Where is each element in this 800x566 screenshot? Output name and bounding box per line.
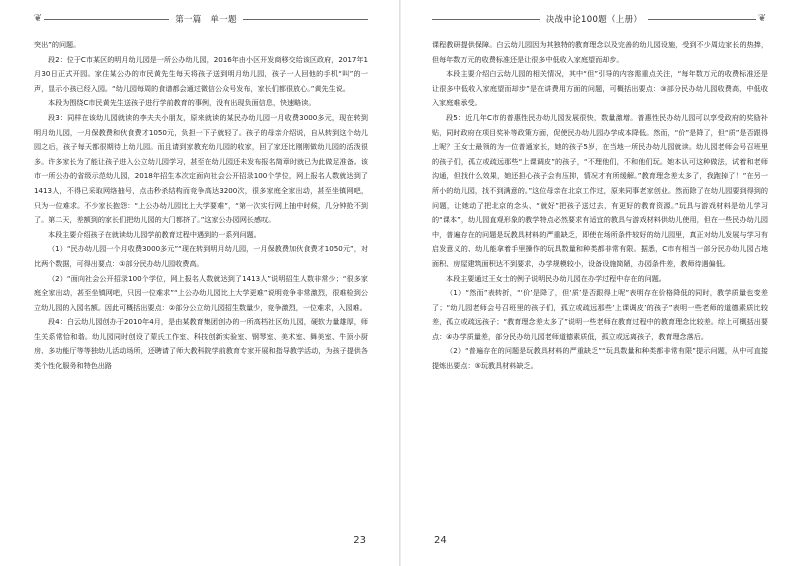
leaf-ornament-icon: ❦	[757, 13, 767, 24]
paragraph: 本段为围绕C市民黄先生送孩子进行学前教育的事例，没有出现负面信息，快速略读。	[48, 98, 316, 108]
paragraph: 本段主要介绍白云幼儿园的相关情况，其中“但”引导的内容需重点关注，“每年数万元的收费标准还是让很多中低收入家庭望而却步”是在讲费用方面的问题，可概括出要点：③部分民办幼儿园收费高，中低收入家庭难承受。	[432, 69, 768, 108]
left-page-body	[34, 38, 368, 374]
paragraph: 本段主要通过王女士的例子说明民办幼儿园在办学过程中存在的问题。	[446, 273, 666, 283]
paragraph: （1）“民办幼儿园一个月收费3000多元”“现在转到明月幼儿园，一月保教费加伙食费才1050元”，对比两个数据，可得出要点：①部分民办幼儿园收费高。	[34, 244, 368, 268]
paragraph: 段4：白云幼儿园创办于2010年4月，是由某教育集团创办的一所高档社区幼儿园，硬软力量雄厚，师生关系常恰和谐。幼儿园同时创设了蒙氏工作室、科技创新实验室、钢琴室、美术室、舞美室、牛顶小厨房、多功能厅等等独幼儿活动场所，还聘请了师大教科院学前教育专家开展和指导教学活动，为孩子提供各类个性化服务和特色出路	[34, 317, 368, 371]
header-rule	[648, 19, 756, 20]
left-header	[32, 12, 368, 26]
paragraph: （1）“然而”表转折，“‘价’是降了，但‘质’是否跟得上呢”表明存在价格降低的同时，教学质量也变差了；“幼儿园老师会号召班里的孩子们，孤立或疏远那些‘上课调皮’的孩子”表明一些老师的道德素质比较差，孤立或疏远孩子；“教育理念差太多了”说明一些老师在教育过程中的教育理念比较差。综上可概括出要点：④办学质量差，部分民办幼儿园老师道德素质低，孤立或远离孩子，教育理念落后。	[432, 288, 768, 341]
right-page	[400, 0, 800, 566]
page-number: 24	[434, 535, 447, 546]
header-rule	[243, 19, 368, 20]
paragraph: 段2：位于C市某区的明月幼儿园是一所公办幼儿园，2016年由小区开发商移交给该区政府，2017年1月30日正式开园。家住某公办的市民黄先生每天将孩子送到明月幼儿园，孩子一人回他的手机“叫”的一声，显示小孩已经入园。“幼儿园每周的食谱都会通过微信公众号发布，家长们都很放心。”黄先生说。	[34, 54, 368, 93]
paragraph: 本段主要介绍孩子在就读幼儿园学前教育过程中遇到的一系列问题。	[48, 229, 261, 239]
right-page-body	[432, 38, 768, 374]
paragraph: 段3：同样在该幼儿园就读的李夫夫小朋友，原来就读的某民办幼儿园一月收费3000多元，现在转到明月幼儿园，一月保教费和伙食费才1050元，负担一下子就轻了。孩子的母亲介绍说，自从转到这个幼儿园之后，孩子每天都很期待上幼儿园。而且请到家教充幼儿园的收家，回了家还比刚刚做幼儿园的活泼很多。许多家长为了能让孩子进入公立幼儿园学习，甚至在幼儿园还未发布报名简章时就已为此做足准备。该市一所公办的省级示范幼儿园，2018年招生本次定面向社会公开招录100个学位，网上报名人数就达到了1413人，不得已采取网络抽号，点击秒杀结构而竞争高达3200次，很多家庭全家出动，甚至坐镇网吧，只为一位难求。不少家长抱怨：“上公办幼儿园比上大学要难”，“第一次实行网上抽中时候，几分钟抢不到了。第二天，差额到的家长们把幼儿园的大门都挤了。”这家公办园网长感叹。	[34, 112, 368, 225]
right-header	[432, 12, 768, 26]
paragraph: （2）“面向社会公开招录100个学位，网上报名人数就达到了1413人”说明招生人数非常少；“很多家庭全家出动，甚至坐镇网吧，只因一位难求”“上公办幼儿园比上大学更难”说明竞争非常激烈，很难检到公立幼儿园的入园名额。因此可概括出要点：②部分公立幼儿园招生数量少，竞争激烈，一位难求，入园难。	[34, 273, 368, 312]
header-rule	[44, 19, 169, 20]
leaf-ornament-icon: ❦	[33, 13, 43, 24]
header-title: 第一篇 单一题	[175, 15, 237, 25]
paragraph: （2）“普遍存在的问题是玩教具材料的严重缺乏”“玩具数量和种类都非常有限”提示问题，从中可直接提炼出要点：⑤玩教具材料缺乏。	[432, 346, 768, 371]
page-number: 23	[353, 535, 366, 546]
paragraph: 课程教研提供保障。白云幼儿园因为其独特的教育理念以及完善的幼儿园设施，受到不少周边家长的热捧，但每年数万元的收费标准还是让很多中低收入家庭望而却步。	[432, 40, 768, 64]
paragraph: 段5：近几年C市的普惠性民办幼儿园发展很快，数量激增。普惠性民办幼儿园可以享受政府的奖励补贴，同时政府在项目奖补等政策方面，促使民办幼儿园办学成本降低。然而，“价”是降了，但“质”是否跟得上呢？王女士最领的为一位普通家长，她的孩子5岁，在当地一所民办幼儿园就读。幼儿园老师会号召班里的孩子们，孤立或疏远那些“上课调皮”的孩子，“不理他们，不和他们玩。她本认可这种做法，试着和老师沟通，但找什么效果，她还担心孩子会有压抑，情况才有所缓解。”教育理念差太多了，我跑掉了！”在另一所小的幼儿园，找不到满意的。”这位母亲在北京工作过，原来同事老家创业。然而除了在幼儿园要到得到的问题，让她动了把北京的念头、“就好”把孩子送过去，有更好的教育资源。”玩具与游戏材料是幼儿学习的“课本”，幼儿园直观形象的教学特点必然要求有适宜的教具与游戏材料供幼儿使用，但在一些民办幼儿园中，普遍存在的问题是玩教具材料的严重缺乏，即使在场所条件较好的幼儿园里，真正对幼儿发展与学习有启发意义的、幼儿能拿着手里操作的玩具数量和种类都非常有限。据悉，C市有相当一部分民办幼儿园占地面积、房屋建筑面积达不到要求，办学规模较小，设备设施简陋，办园条件差，教师待遇偏低。	[432, 112, 768, 268]
paragraph: 突出”的问题。	[34, 40, 81, 49]
header-rule	[432, 19, 540, 20]
header-title: 决战申论100题（上册）	[545, 15, 643, 25]
